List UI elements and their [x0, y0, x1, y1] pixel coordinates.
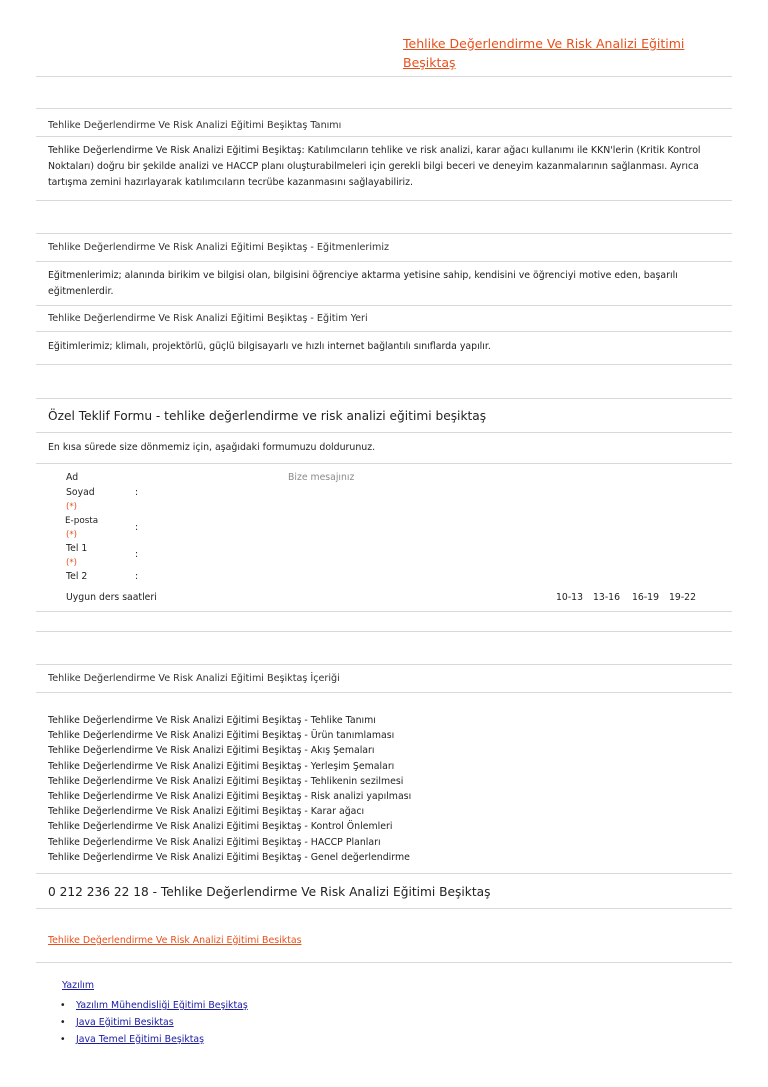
divider — [36, 261, 732, 262]
list-item: Tehlike Değerlendirme Ve Risk Analizi Eğitimi Beşiktaş - Genel değerlendirme — [48, 851, 410, 863]
surname-colon: : — [135, 487, 139, 498]
course-link[interactable]: Tehlike Değerlendirme Ve Risk Analizi Eğitimi Besiktas — [48, 935, 302, 946]
hours-option-13-16[interactable]: 13-16 — [593, 592, 621, 603]
list-item: Tehlike Değerlendirme Ve Risk Analizi Eğitimi Beşiktaş - Risk analizi yapılması — [48, 791, 412, 803]
name-label: Ad — [66, 472, 79, 483]
email-colon: : — [135, 522, 139, 533]
divider — [36, 692, 732, 693]
hours-option-16-19[interactable]: 16-19 — [632, 592, 660, 603]
content-list — [48, 713, 411, 865]
form-intro: En kısa sürede size dönmemiz için, aşağıdaki formumuzu doldurunuz. — [48, 442, 376, 453]
divider — [36, 908, 732, 909]
content-heading: Tehlike Değerlendirme Ve Risk Analizi Eğitimi Beşiktaş İçeriği — [48, 673, 340, 684]
divider — [36, 200, 732, 201]
list-item: Tehlike Değerlendirme Ve Risk Analizi Eğitimi Beşiktaş - Yerleşim Şemaları — [48, 760, 395, 772]
message-textarea[interactable]: Bize mesajınız — [288, 472, 355, 483]
divider — [36, 873, 732, 874]
divider — [36, 364, 732, 365]
hours-option-10-13[interactable]: 10-13 — [556, 592, 584, 603]
list-item: Tehlike Değerlendirme Ve Risk Analizi Eğitimi Beşiktaş - Tehlike Tanımı — [48, 715, 376, 726]
divider — [36, 305, 732, 306]
email-label: E-posta — [65, 516, 99, 526]
email-required-mark: (*) — [66, 530, 78, 540]
divider — [36, 962, 732, 963]
definition-heading: Tehlike Değerlendirme Ve Risk Analizi Eğitimi Beşiktaş Tanımı — [48, 120, 342, 131]
list-item: Tehlike Değerlendirme Ve Risk Analizi Eğitimi Beşiktaş - Karar ağacı — [48, 806, 365, 818]
list-item: Tehlike Değerlendirme Ve Risk Analizi Eğitimi Beşiktaş - Ürün tanımlaması — [48, 730, 395, 742]
divider — [36, 611, 732, 612]
page-title-link[interactable]: Tehlike Değerlendirme Ve Risk Analizi Eğitimi Beşiktaş — [403, 36, 685, 70]
location-heading: Tehlike Değerlendirme Ve Risk Analizi Eğitimi Beşiktaş - Eğitim Yeri — [48, 313, 368, 324]
definition-text: Tehlike Değerlendirme Ve Risk Analizi Eğitimi Beşiktaş: Katılımcıların tehlike ve risk analizi, karar ağacı kullanımı ile KKN'lerin (Kritik Kontrol Noktaları) doğru bir şekilde analizi ve HACCP planı oluşturabilmeleri için gerekli bilgi beceri ve deneyim kazanmalarının sağlanması. Ayrıca tartışma zemini hazırlayarak katılımcıların tecrübe kazanmasını sağlayabiliriz. — [48, 145, 701, 188]
list-item: Tehlike Değerlendirme Ve Risk Analizi Eğitimi Beşiktaş - Kontrol Önlemleri — [48, 821, 393, 833]
surname-required-mark: (*) — [66, 502, 78, 512]
related-link[interactable]: Java Eğitimi Besiktas — [76, 1017, 174, 1028]
related-link[interactable]: Java Temel Eğitimi Beşiktaş — [76, 1034, 205, 1045]
location-text: Eğitimlerimiz; klimalı, projektörlü, güçlü bilgisayarlı ve hızlı internet bağlantılı sınıflarda yapılır. — [48, 341, 491, 352]
list-item: Tehlike Değerlendirme Ve Risk Analizi Eğitimi Beşiktaş - Akış Şemaları — [48, 745, 375, 757]
divider — [36, 432, 732, 433]
divider — [36, 76, 732, 77]
list-item: Tehlike Değerlendirme Ve Risk Analizi Eğitimi Beşiktaş - Tehlikenin sezilmesi — [48, 775, 404, 787]
tel2-label: Tel 2 — [66, 571, 88, 582]
tel1-required-mark: (*) — [66, 558, 78, 568]
list-item — [60, 997, 248, 1014]
list-item — [60, 1014, 248, 1031]
list-item: Tehlike Değerlendirme Ve Risk Analizi Eğitimi Beşiktaş - HACCP Planları — [48, 836, 381, 848]
related-link[interactable]: Yazılım Mühendisliği Eğitimi Beşiktaş — [76, 1000, 248, 1011]
divider — [36, 136, 732, 137]
divider — [36, 664, 732, 665]
instructors-text: Eğitmenlerimiz; alanında birikim ve bilgisi olan, bilgisini öğrenciye aktarma yetisine sahip, kendisini ve öğrenciyi motive eden, başarılı eğitmenlerdir. — [48, 270, 678, 297]
available-hours-label: Uygun ders saatleri — [66, 592, 157, 603]
phone-heading: 0 212 236 22 18 - Tehlike Değerlendirme Ve Risk Analizi Eğitimi Beşiktaş — [48, 885, 491, 899]
divider — [36, 631, 732, 632]
divider — [36, 108, 732, 109]
divider — [36, 233, 732, 234]
hours-option-19-22[interactable]: 19-22 — [669, 592, 697, 603]
surname-label: Soyad — [66, 487, 95, 498]
tel2-colon: : — [135, 571, 139, 582]
list-item — [60, 1031, 248, 1048]
nav-category-link[interactable]: Yazılım — [62, 980, 95, 991]
divider — [36, 398, 732, 399]
tel1-colon: : — [135, 549, 139, 560]
divider — [36, 331, 732, 332]
instructors-heading: Tehlike Değerlendirme Ve Risk Analizi Eğitimi Beşiktaş - Eğitmenlerimiz — [48, 242, 390, 253]
form-heading: Özel Teklif Formu - tehlike değerlendirme ve risk analizi eğitimi beşiktaş — [48, 409, 487, 423]
tel1-label: Tel 1 — [66, 543, 88, 554]
related-links-list — [60, 997, 248, 1048]
divider — [36, 463, 732, 464]
